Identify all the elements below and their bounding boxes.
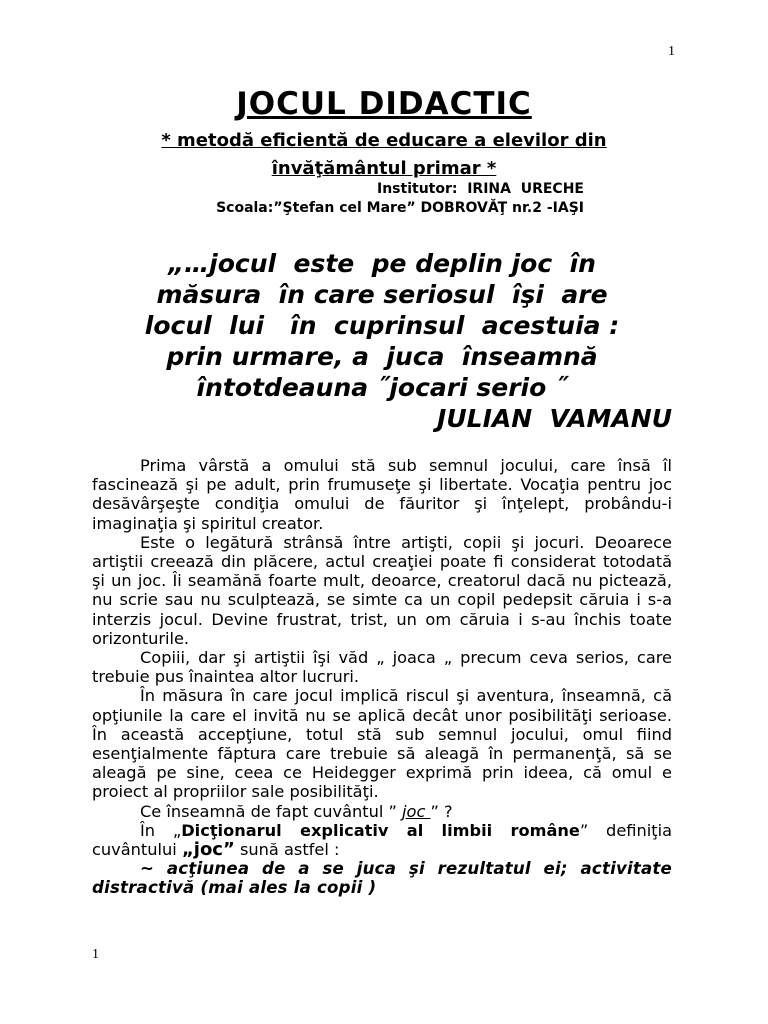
- paragraph-3: Copiii, dar şi artiştii îşi văd „ joaca „ precum ceva serios, care trebuie pus înaintea altor lucruri.: [92, 648, 672, 687]
- question-text: Ce înseamnă de fapt cuvântul ”: [140, 801, 403, 821]
- question-end: ” ?: [430, 801, 453, 821]
- body-text: [92, 456, 672, 898]
- subtitle-line-2: învăţământul primar *: [271, 158, 497, 179]
- paragraph-4: În măsura în care jocul implică riscul şi aventura, înseamnă, că opţiunile la care el invită nu se aplică decât unor posibilităţi serioase. În această accepţiune, totul stă sub semnul jocului, omul fiind esenţialmente făptura care trebuie să aleagă în permanenţă, să se aleagă pe sine, ceea ce Heidegger exprimă prin ideea, că omul e proiect al propriilor sale posibilităţi.: [92, 686, 672, 802]
- document-subtitle: [0, 127, 768, 183]
- dictionary-middle: ” definiţia cuvântului: [92, 820, 673, 860]
- quote-line-3: locul lui în cuprinsul acestuia :: [144, 311, 620, 340]
- paragraph-2: Este o legătură strânsă între artişti, copii şi jocuri. Deoarece artiştii creează din plăcere, actul creaţiei poate fi considerat totodată şi un joc. Îi seamănă foarte mult, deoarce, creatorul dacă nu pictează, nu scrie sau nu sculptează, se simte ca un copil pedepsit căruia i s-a interzis jocul. Devine frustrat, trist, un om căruia i s-au închis toate orizonturile.: [92, 532, 672, 648]
- quote-line-2: măsura în care seriosul îşi are: [156, 280, 608, 309]
- dictionary-word: „joc”: [181, 839, 235, 861]
- quote-line-1: „…jocul este pe deplin joc în: [168, 249, 596, 278]
- subtitle-line-1: * metodă eficientă de educare a elevilor din: [161, 130, 607, 151]
- author-school: Scoala:”Ştefan cel Mare” DOBROVĂŢ nr.2 -IAŞI: [216, 200, 584, 216]
- dictionary-name: Dicţionarul explicativ al limbii române: [181, 820, 580, 840]
- dictionary-suffix: sună astfel :: [234, 840, 340, 860]
- document-title: JOCUL DIDACTIC: [236, 86, 532, 122]
- paragraph-1: Prima vârstă a omului stă sub semnul jocului, care însă îl fascinează şi pe adult, prin frumuseţe şi libertate. Vocaţia pentru joc desăvârşeşte condiţia omului de făuritor şi înţelept, probându-i imaginaţia şi spiritul creator.: [92, 456, 672, 533]
- quote-author: JULIAN VAMANU: [437, 404, 672, 433]
- definition: ~ acţiunea de a se juca şi rezultatul ei; activitate distractivă (mai ales la copii ): [92, 859, 672, 898]
- epigraph-quote: [92, 248, 672, 434]
- dictionary-paragraph: [92, 821, 672, 859]
- dictionary-prefix: În „: [140, 820, 182, 840]
- quote-line-4: prin urmare, a juca înseamnă: [166, 342, 598, 371]
- question-paragraph: [92, 802, 672, 821]
- author-teacher: Institutor: IRINA URECHE: [377, 181, 584, 197]
- page-number-top: 1: [668, 44, 675, 59]
- page-number-bottom: 1: [92, 947, 99, 962]
- question-word: joc: [402, 801, 431, 821]
- author-block: [120, 180, 584, 218]
- quote-line-5: întotdeauna ˝jocari serio ˝: [196, 373, 568, 402]
